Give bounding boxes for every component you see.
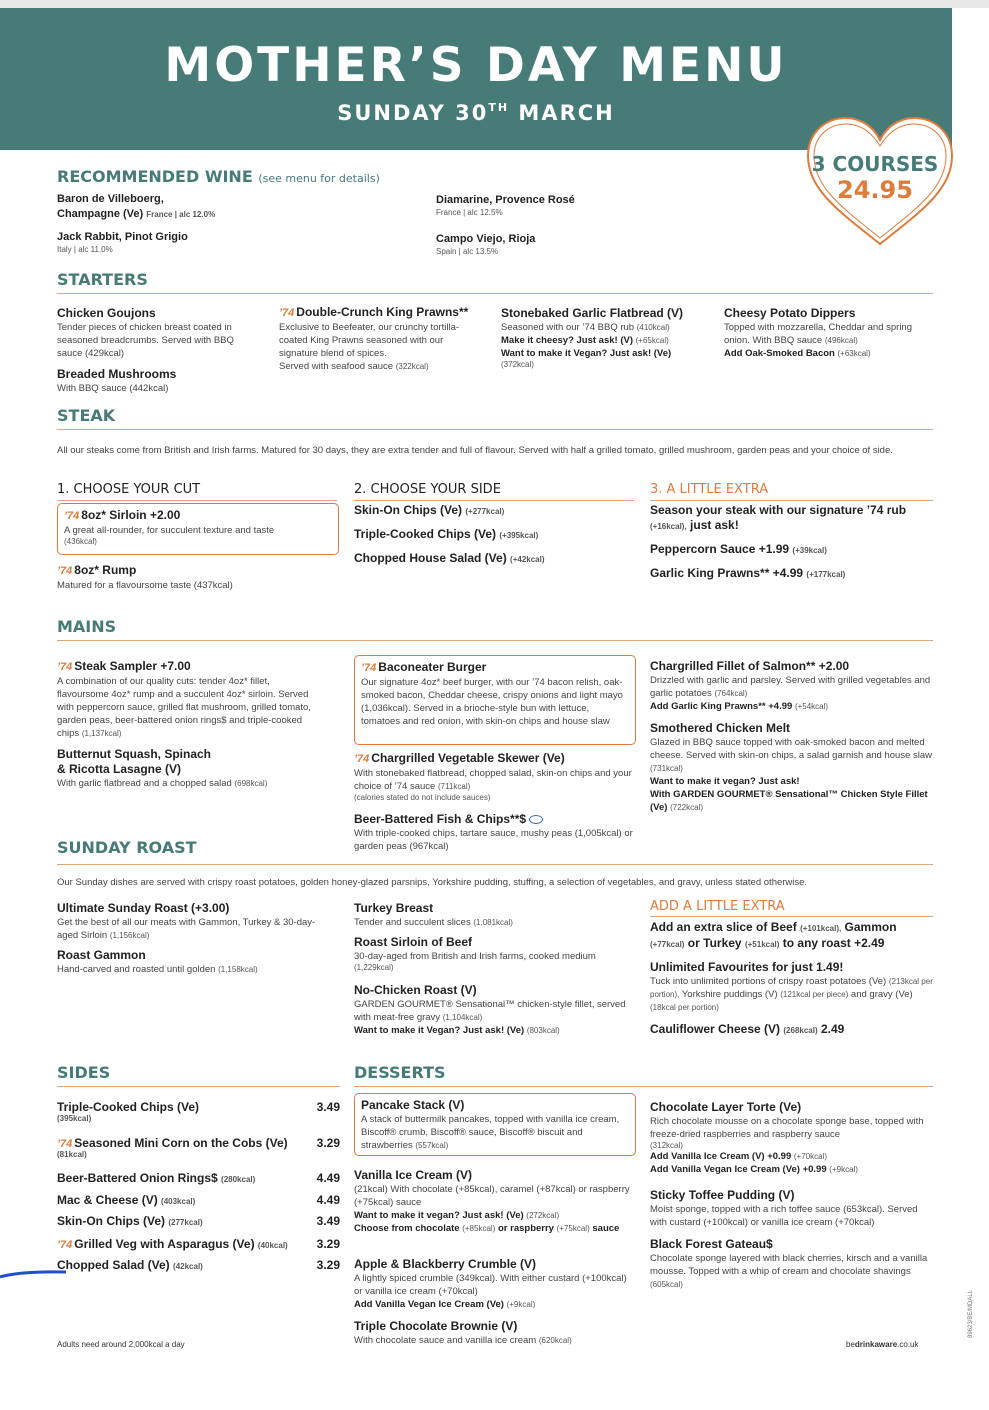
roast-turkey: Turkey Breast Tender and succulent slices (1,081kcal) — [354, 901, 513, 928]
dessert-torte: Chocolate Layer Torte (Ve) Rich chocolate mousse on a chocolate sponge base, topped with freeze-dried raspberries and raspberry sauce (312kcal) Add Vanilla Ice Cream (V) +0.99 (+70kcal) Add Vanilla Vegan Ice Cream (Ve) +0.99 (+9kcal) — [650, 1100, 924, 1175]
starters-heading: STARTERS — [57, 270, 933, 294]
wine-item: Campo Viejo, Rioja Spain | alc 13.5% — [436, 233, 536, 256]
dessert-brownie: Triple Chocolate Brownie (V) With chocolate sauce and vanilla ice cream (620kcal) — [354, 1319, 572, 1346]
roast-extra-heading: ADD A LITTLE EXTRA — [650, 897, 933, 917]
74-logo-icon: ’74 — [57, 1138, 73, 1150]
drinkaware-link[interactable]: bedrinkaware.co.uk — [846, 1340, 919, 1349]
steak-sides-list: Skin-On Chips (Ve) (+277kcal) Triple-Cooked Chips (Ve) (+395kcal) Chopped House Salad (Ve) (+42kcal) — [354, 503, 545, 565]
wine-heading: RECOMMENDED WINE (see menu for details) — [57, 167, 380, 186]
courses-badge — [800, 152, 950, 204]
sirloin-box: ’74 8oz* Sirloin +2.00 A great all-rounder, for succulent texture and taste (436kcal) — [57, 503, 339, 555]
roast-divider — [57, 864, 933, 865]
pen-mark-icon — [0, 1267, 70, 1279]
rump-item: ’74 8oz* Rump Matured for a flavoursome taste (437kcal) — [57, 563, 233, 591]
side-item: Skin-On Chips (Ve) (277kcal) 3.49 — [57, 1214, 340, 1228]
top-band — [0, 0, 989, 8]
dessert-pancake-stack: Pancake Stack (V) A stack of buttermilk pancakes, topped with vanilla ice cream, Biscoff® crumb, Biscoff® sauce, Biscoff® biscuit and strawberries (557kcal) — [354, 1093, 636, 1156]
main-fish-chips: Beer-Battered Fish & Chips**$ With triple-cooked chips, tartare sauce, mushy peas (1,005kcal) or garden peas (967kcal) — [354, 812, 633, 852]
side-item: Triple-Cooked Chips (Ve) 3.49 (395kcal) — [57, 1100, 340, 1123]
roast-no-chicken: No-Chicken Roast (V) GARDEN GOURMET® Sensational™ chicken-style fillet, served with meat-free gravy (1,104kcal) Want to make it Vegan? Just ask! (Ve) (803kcal) — [354, 983, 626, 1036]
side-heading: 2. CHOOSE YOUR SIDE — [354, 480, 634, 501]
starter-potato-dippers: Cheesy Potato Dippers Topped with mozzarella, Cheddar and spring onion. With BBQ sauce (496kcal) Add Oak-Smoked Bacon (+63kcal) — [724, 306, 912, 359]
main-salmon: Chargrilled Fillet of Salmon** +2.00 Drizzled with garlic and parsley. Served with grilled vegetables and garlic potatoes (764kcal) Add Garlic King Prawns** +4.99 (+54kcal) — [650, 659, 931, 712]
courses-price: 24.95 — [837, 176, 913, 204]
side-item: Beer-Battered Onion Rings$ (280kcal) 4.49 — [57, 1171, 340, 1185]
74-logo-icon: ’74 — [57, 661, 73, 673]
desserts-heading: DESSERTS — [354, 1063, 933, 1087]
courses-label: 3 COURSES — [811, 152, 939, 176]
roast-ultimate: Ultimate Sunday Roast (+3.00) Get the best of all our meats with Gammon, Turkey & 30-day-aged Sirloin (1,156kcal) — [57, 901, 316, 941]
74-logo-icon: ’74 — [354, 753, 370, 765]
74-logo-icon: ’74 — [279, 307, 295, 319]
dessert-toffee-pudding: Sticky Toffee Pudding (V) Moist sponge, topped with a rich toffee sauce (653kcal). Served with custard (+100kcal) or vanilla ice cream (+70kcal) — [650, 1188, 918, 1228]
mains-heading: MAINS — [57, 617, 933, 641]
starter-king-prawns: ’74 Double-Crunch King Prawns** Exclusive to Beefeater, our crunchy tortilla-coated King Prawns seasoned with our signature blend of spices. Served with seafood sauce (322kcal) — [279, 305, 469, 372]
side-item: ’74 Grilled Veg with Asparagus (Ve) (40kcal) 3.29 — [57, 1237, 340, 1251]
dessert-black-forest: Black Forest Gateau$ Chocolate sponge layered with black cherries, kirsch and a vanilla mousse. Topped with a whip of cream and chocolate shavings (605kcal) — [650, 1237, 928, 1289]
dessert-crumble: Apple & Blackberry Crumble (V) A lightly spiced crumble (349kcal). With either custard (+100kcal) or vanilla ice cream (+70kcal) Add Vanilla Vegan Ice Cream (Ve) (+9kcal) — [354, 1257, 627, 1310]
74-logo-icon: ’74 — [361, 662, 377, 674]
sides-heading: SIDES — [57, 1063, 340, 1087]
74-logo-icon: ’74 — [64, 510, 80, 522]
main-chicken-melt: Smothered Chicken Melt Glazed in BBQ sauce topped with oak-smoked bacon and melted cheese. Served with skin-on chips, a salad garnish and house slaw (731kcal) Want to make it vegan? Just ask! With GARDEN GOURMET® Sensational™ Chicken Style Fillet (Ve) (722kcal) — [650, 721, 932, 813]
main-steak-sampler: ’74 Steak Sampler +7.00 A combination of our quality cuts: tender 4oz* fillet, flavoursome 4oz* rump and a succulent 4oz* sirloin. Served with peppercorn sauce, grilled flat mushroom, grilled tomato, garden peas, beer-battered onion rings$ and triple-cooked chips (1,137kcal) — [57, 659, 311, 739]
adults-note: Adults need around 2,000kcal a day — [57, 1340, 185, 1349]
cut-heading: 1. CHOOSE YOUR CUT — [57, 480, 337, 501]
main-lasagne: Butternut Squash, Spinach & Ricotta Lasagne (V) With garlic flatbread and a chopped salad (698kcal) — [57, 747, 268, 789]
steak-intro: All our steaks come from British and Irish farms. Matured for 30 days, they are extra tender and full of flavour. Served with half a grilled tomato, grilled mushroom, garden peas and your choice of side. — [57, 445, 893, 456]
side-item: Chopped Salad (Ve) (42kcal) 3.29 — [57, 1258, 340, 1272]
print-code: 89623/BE/MDALL — [968, 1289, 974, 1338]
starter-garlic-flatbread: Stonebaked Garlic Flatbread (V) Seasoned with our ’74 BBQ rub (410kcal) Make it cheesy? Just ask! (V) (+65kcal) Want to make it Vegan? Just ask! (Ve) (372kcal) — [501, 306, 684, 369]
wine-item: Jack Rabbit, Pinot Grigio Italy | alc 11.0% — [57, 231, 188, 254]
extra-heading: 3. A LITTLE EXTRA — [650, 480, 933, 501]
roast-heading: SUNDAY ROAST — [57, 838, 197, 857]
main-baconeater-burger: ’74 Baconeater Burger Our signature 4oz* beef burger, with our ’74 bacon relish, oak-smoked bacon, Cheddar cheese, crispy onions and light mayo (1,036kcal). Served in a brioche-style bun with lettuce, tomatoes and red onion, with skin-on chips and house slaw — [354, 655, 636, 745]
roast-sirloin: Roast Sirloin of Beef 30-day-aged from British and Irish farms, cooked medium (1,229kcal) — [354, 935, 596, 972]
page-title: MOTHER’S DAY MENU — [164, 38, 788, 93]
side-item: ’74 Seasoned Mini Corn on the Cobs (Ve) 3.29 (81kcal) — [57, 1136, 340, 1159]
side-item: Mac & Cheese (V) (403kcal) 4.49 — [57, 1193, 340, 1207]
starter-breaded-mushrooms: Breaded Mushrooms With BBQ sauce (442kcal) — [57, 367, 177, 394]
steak-heading: STEAK — [57, 406, 933, 430]
wine-item: Diamarine, Provence Rosé France | alc 12.5% — [436, 194, 575, 217]
74-logo-icon: ’74 — [57, 565, 73, 577]
menu-date: SUNDAY 30TH MARCH — [337, 101, 615, 125]
74-logo-icon: ’74 — [57, 1239, 73, 1251]
roast-gammon: Roast Gammon Hand-carved and roasted until golden (1,158kcal) — [57, 948, 258, 975]
main-vegetable-skewer: ’74 Chargrilled Vegetable Skewer (Ve) With stonebaked flatbread, chopped salad, skin-on chips and your choice of ’74 sauce (711kcal) (calories stated do not include sauces) — [354, 751, 632, 802]
roast-intro: Our Sunday dishes are served with crispy roast potatoes, golden honey-glazed parsnips, Yorkshire pudding, stuffing, a selection of vegetables, and gravy, unless stated otherwise. — [57, 877, 808, 888]
dessert-vanilla-ice-cream: Vanilla Ice Cream (V) (21kcal) With chocolate (+85kcal), caramel (+87kcal) or raspberry (+75kcal) sauce Want to make it vegan? Just ask! (Ve) (272kcal) Choose from chocolate (+85kcal) or raspberry (+75kcal) sauce — [354, 1168, 630, 1234]
steak-extras: Season your steak with our signature ’74 rub (+16kcal), just ask! Peppercorn Sauce +1.99 (+39kcal) Garlic King Prawns** +4.99 (+177kcal) — [650, 503, 907, 580]
msc-icon — [529, 815, 543, 824]
starter-chicken-goujons: Chicken Goujons Tender pieces of chicken breast coated in seasoned breadcrumbs. Served with BBQ sauce (429kcal) — [57, 306, 234, 359]
wine-item: Baron de Villeboerg, Champagne (Ve) France | alc 12.0% — [57, 193, 216, 220]
roast-extras: Add an extra slice of Beef (+101kcal), Gammon (+77kcal) or Turkey (+51kcal) to any roast +2.49 Unlimited Favourites for just 1.49! Tuck into unlimited portions of crispy roast potatoes (Ve) (213kcal per portion), Yorkshire puddings (V) (121kcal per piece) and gravy (Ve) (18kcal per portion) Cauliflower Cheese (V) (268kcal) 2.49 — [650, 920, 933, 1036]
